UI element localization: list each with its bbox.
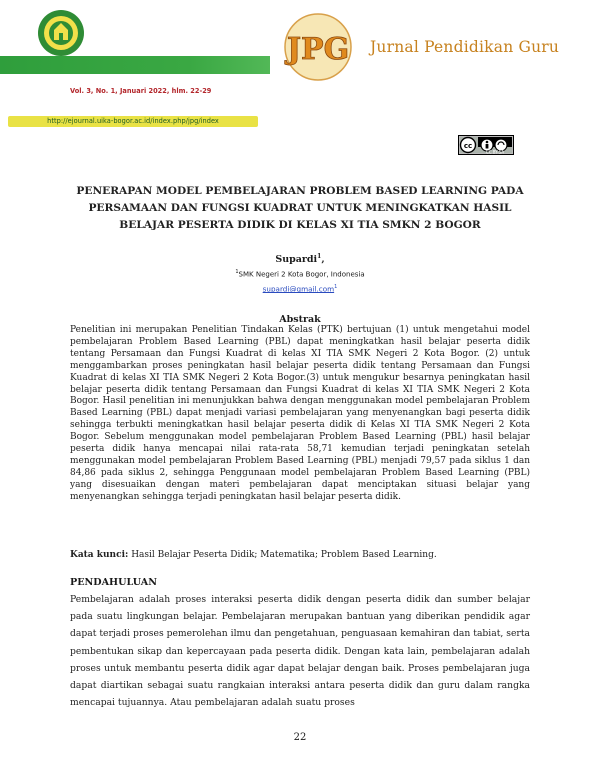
abstract-heading: Abstrak	[279, 314, 321, 325]
keywords: Kata kunci: Hasil Belajar Peserta Didik; Matematika; Problem Based Learning.	[70, 550, 437, 560]
university-emblem-icon	[36, 8, 86, 58]
jpg-logo-text: JPG	[286, 32, 350, 67]
section-heading-introduction: PENDAHULUAN	[70, 577, 157, 588]
page-number: 22	[293, 732, 307, 743]
abstract-text: Penelitian ini merupakan Penelitian Tindakan Kelas (PTK) bertujuan (1) untuk mengetahui model pembelajaran Problem Based Learning (PBL) dapat meningkatkan hasil belajar peserta didik tentang Persamaan dan Fungsi Kuadrat di kelas XI TIA SMK Negeri 2 Kota Bogor. (2) untuk menggambarkan proses peningkatan hasil belajar peserta didik tentang Persamaan dan Fungsi Kuadrat di kelas XI TIA SMK Negeri 2 Kota Bogor.(3) untuk mengukur besarnya peningkatan hasil belajar peserta didik tentang Persamaan dan Fungsi Kuadrat di kelas XI TIA SMK Negeri 2 Kota Bogor. Hasil penelitian ini menunjukkan bahwa dengan menggunakan model pembelajaran Problem Based Learning (PBL) dapat menjadi variasi pembelajaran yang menyenangkan bagi peserta didik sehingga terbukti meningkatkan hasil belajar peserta didik di Kelas XI TIA SMK Negeri 2 Kota Bogor. Sebelum menggunakan model pembelajaran Problem Based Learning (PBL) hasil belajar peserta didik hanya mencapai nilai rata-rata 58,71 kemudian terjadi peningkatan setelah menggunakan model pembelajaran Problem Based Learning (PBL) menjadi 79,57 pada siklus 1 dan 84,86 pada siklus 2, sehingga Penggunaan model pembelajaran Problem Based Learning (PBL) yang disesuaikan dengan materi pembelajaran dapat menciptakan situasi belajar yang menyenangkan sehingga terjadi peningkatan hasil belajar peserta didik.	[70, 325, 530, 502]
author-name: Supardi$^1$,	[275, 253, 325, 266]
paper-title: PENERAPAN MODEL PEMBELAJARAN PROBLEM BASED LEARNING PADA PERSAMAAN DAN FUNGSI KUADRAT UNTUK MENINGKATKAN HASIL BELAJAR PESERTA DIDIK DI KELAS XI TIA SMKN 2 BOGOR	[76, 185, 524, 231]
volume-info: Vol. 3, No. 1, Januari 2022, hlm. 22-29	[70, 87, 212, 95]
jpg-logo-icon	[272, 12, 364, 82]
svg-text:cc: cc	[463, 142, 473, 150]
license-label: CC BY-SA	[485, 149, 505, 155]
journal-url-link[interactable]: http://ejournal.uika-bogor.ac.id/index.php/jpg/index	[8, 116, 258, 127]
journal-name: Jurnal Pendidikan Guru	[370, 38, 560, 56]
introduction-text: Pembelajaran adalah proses interaksi peserta didik dengan peserta didik dan sumber belajar pada suatu lingkungan belajar. Pembelajaran merupakan bantuan yang diberikan pendidik agar dapat terjadi proses pemerolehan ilmu dan pengetahuan, penguasaan kemahiran dan tabiat, serta pembentukan sikap dan kepercayaan pada peserta didik. Dengan kata lain, pembelajaran adalah proses untuk membantu peserta didik agar dapat belajar dengan baik. Proses pembelajaran juga dapat diartikan sebagai suatu rangkaian interaksi antara peserta didik dan guru dalam rangka mencapai tujuannya. Atau pembelajaran adalah suatu proses	[70, 594, 530, 709]
author-email-link[interactable]: supardi@gmail.com$^1$	[262, 284, 338, 294]
cc-license-badge-icon[interactable]	[458, 135, 514, 155]
author-affiliation: $^1$SMK Negeri 2 Kota Bogor, Indonesia	[235, 269, 365, 279]
journal-header	[0, 0, 600, 125]
